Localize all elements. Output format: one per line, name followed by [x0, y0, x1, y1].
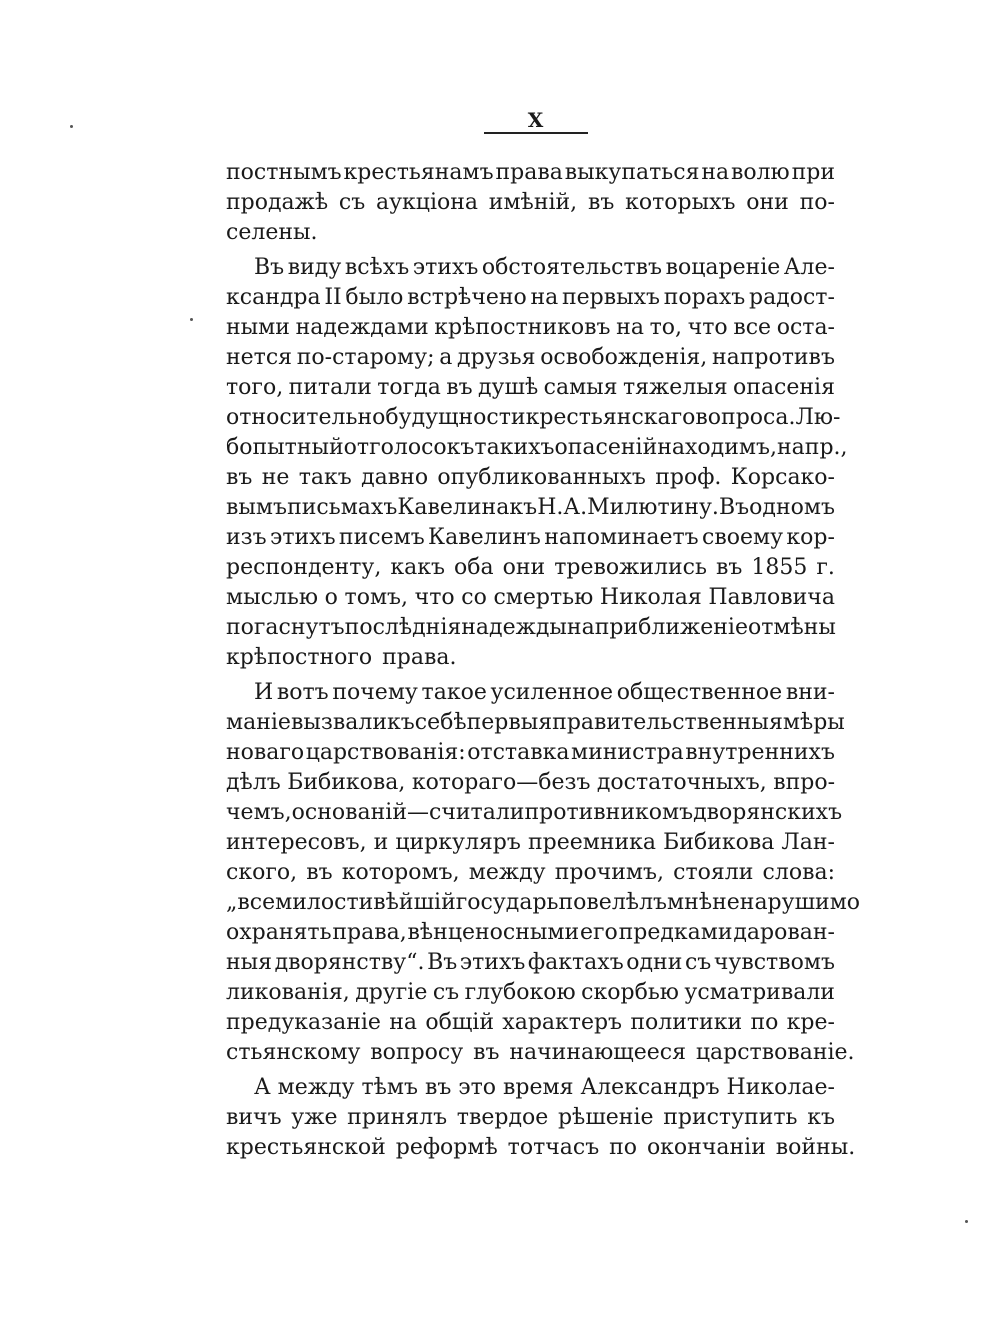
- word: друзья: [457, 345, 536, 370]
- word: Лан-: [781, 830, 835, 855]
- word: А: [254, 1075, 271, 1100]
- word: г.: [816, 555, 835, 580]
- text-line: [226, 678, 835, 708]
- text-line: [226, 1133, 856, 1163]
- word: вотъ: [276, 680, 329, 705]
- word: Павловича: [708, 585, 835, 610]
- text-line: [226, 1038, 855, 1068]
- word: между: [468, 860, 546, 885]
- word: оба: [454, 555, 494, 580]
- word: нется: [226, 345, 293, 370]
- text-line: [226, 978, 835, 1008]
- word: воцареніе: [665, 255, 781, 280]
- word: къ: [509, 495, 538, 520]
- word: все: [733, 315, 772, 340]
- word: Въ: [427, 950, 458, 975]
- word: въ: [446, 375, 473, 400]
- word: рѣшеніе: [557, 1105, 654, 1130]
- text-line: [226, 798, 843, 828]
- word: мыслью: [226, 585, 319, 610]
- word: крестьянамъ: [343, 160, 494, 185]
- word: тогда: [377, 375, 441, 400]
- word: своему: [702, 525, 784, 550]
- word: то,: [649, 315, 683, 340]
- word: мѣры: [782, 710, 845, 735]
- word: въ: [473, 1040, 500, 1065]
- word: этихъ: [412, 255, 479, 280]
- word: давно: [361, 465, 429, 490]
- word: въ: [587, 190, 615, 215]
- word: царствованіе.: [695, 1040, 855, 1065]
- text-line: [226, 828, 835, 858]
- word: что: [414, 585, 455, 610]
- word: тяжелыя: [622, 375, 728, 400]
- word: впро-: [773, 770, 835, 795]
- word: министра: [570, 740, 684, 765]
- text-line: [226, 313, 835, 343]
- text-line: [226, 463, 835, 493]
- word: права: [495, 160, 563, 185]
- word: они: [502, 555, 546, 580]
- paragraph: [226, 1073, 856, 1163]
- word: въ: [226, 465, 253, 490]
- word: стьянскому: [226, 1040, 361, 1065]
- word: вни-: [785, 680, 835, 705]
- header-rule: [484, 132, 588, 134]
- word: дѣлъ: [226, 770, 281, 795]
- word: такихъ: [474, 435, 555, 460]
- word: это: [458, 1075, 497, 1100]
- word: они: [746, 190, 789, 215]
- word: правительственныя: [552, 710, 783, 735]
- word: къ: [387, 710, 415, 735]
- word: царствованія:: [305, 740, 466, 765]
- word: государь: [455, 890, 559, 915]
- word: было: [345, 285, 404, 310]
- word: оста-: [776, 315, 835, 340]
- word: смертью: [493, 585, 594, 610]
- text-line: [226, 1073, 835, 1103]
- word: что: [687, 315, 728, 340]
- word: принялъ: [347, 1105, 448, 1130]
- word: ныя: [226, 950, 273, 975]
- word: Николая: [599, 585, 702, 610]
- word: съ: [432, 980, 460, 1005]
- word: на: [389, 1010, 418, 1035]
- word: отмѣны: [747, 615, 836, 640]
- word: крѣпостниковъ: [434, 315, 611, 340]
- word: дворянскихъ: [693, 800, 843, 825]
- word: мнѣ: [667, 890, 713, 915]
- page-number: X: [527, 108, 545, 132]
- word: ненарушимо: [712, 890, 861, 915]
- word: этихъ: [270, 525, 336, 550]
- text-line: [226, 738, 835, 768]
- body-text: [226, 158, 861, 1163]
- word: съ: [684, 950, 712, 975]
- word: по: [750, 1010, 779, 1035]
- word: одни: [626, 950, 683, 975]
- word: фактахъ: [527, 950, 624, 975]
- paragraph: [226, 158, 835, 248]
- word: на: [566, 615, 595, 640]
- word: охранять: [226, 920, 332, 945]
- word: по: [609, 1135, 638, 1160]
- word: Въ: [718, 495, 750, 520]
- word: волю: [730, 160, 790, 185]
- paragraph: [226, 253, 848, 673]
- word: въ: [424, 1075, 452, 1100]
- word: надежды: [461, 615, 567, 640]
- word: письмахъ: [287, 495, 398, 520]
- word: ликованія,: [226, 980, 350, 1005]
- word: войны.: [775, 1135, 856, 1160]
- word: А.: [563, 495, 588, 520]
- word: вѣнценосными: [407, 920, 580, 945]
- word: крестьянской: [226, 1135, 386, 1160]
- word: продажѣ: [226, 190, 329, 215]
- text-line: [226, 188, 835, 218]
- word: кре-: [786, 1010, 835, 1035]
- word: общій: [425, 1010, 494, 1035]
- text-line: [226, 1008, 835, 1038]
- text-line: [226, 768, 835, 798]
- word: респонденту,: [226, 555, 382, 580]
- text-line: [226, 553, 835, 583]
- word: опасеній: [554, 435, 658, 460]
- word: чемъ,: [226, 800, 292, 825]
- word: реформѣ: [395, 1135, 498, 1160]
- word: и: [373, 830, 389, 855]
- word: Милютину.: [587, 495, 719, 520]
- word: опубликованныхъ: [437, 465, 646, 490]
- word: Але-: [783, 255, 835, 280]
- word: отголосокъ: [343, 435, 475, 460]
- word: начинающееся: [509, 1040, 686, 1065]
- word: всѣхъ: [344, 255, 410, 280]
- word: находимъ,: [657, 435, 777, 460]
- paper-speck: [190, 318, 193, 321]
- word: Лю-: [795, 405, 841, 430]
- word: душѣ: [478, 375, 539, 400]
- word: 1855: [751, 555, 808, 580]
- word: проф.: [655, 465, 722, 490]
- word: общественное: [616, 680, 783, 705]
- word: на: [701, 160, 730, 185]
- word: права,: [332, 920, 407, 945]
- text-line: [226, 433, 848, 463]
- word: не: [261, 465, 290, 490]
- word: надеждами: [295, 315, 429, 340]
- word: а: [439, 345, 453, 370]
- word: порахъ: [663, 285, 746, 310]
- word: между: [277, 1075, 355, 1100]
- word: Николае-: [726, 1075, 835, 1100]
- word: политики: [630, 1010, 743, 1035]
- word: Кавелина: [397, 495, 510, 520]
- word: первыхъ: [561, 285, 661, 310]
- word: имѣній,: [488, 190, 578, 215]
- text-line: [226, 948, 835, 978]
- word: со: [461, 585, 487, 610]
- word: отставка: [467, 740, 570, 765]
- word: окончаніи: [646, 1135, 766, 1160]
- word: напоминаетъ: [544, 525, 699, 550]
- word: радост-: [748, 285, 835, 310]
- word: вымъ: [226, 495, 288, 520]
- text-line: [226, 253, 835, 283]
- word: слова:: [762, 860, 835, 885]
- text-line: [226, 493, 835, 523]
- word: напротивъ: [711, 345, 835, 370]
- word: на: [616, 315, 644, 340]
- text-line: [226, 218, 835, 248]
- word: самыя: [543, 375, 618, 400]
- word: ского,: [226, 860, 298, 885]
- word: „всемилостивѣйшій: [226, 890, 456, 915]
- word: Бибикова: [663, 830, 775, 855]
- word: будущности: [385, 405, 526, 430]
- word: какъ: [390, 555, 445, 580]
- word: въ: [715, 555, 743, 580]
- word: внутреннихъ: [685, 740, 835, 765]
- word: Въ: [254, 255, 285, 280]
- word: котораго—безъ: [411, 770, 591, 795]
- text-line: [226, 343, 835, 373]
- word: основаній—считали: [291, 800, 525, 825]
- word: Корсако-: [730, 465, 835, 490]
- text-line: [226, 158, 835, 188]
- word: съ: [338, 190, 366, 215]
- word: постнымъ: [226, 160, 342, 185]
- word: время: [503, 1075, 574, 1100]
- word: вопроса.: [695, 405, 796, 430]
- word: такое: [421, 680, 487, 705]
- word: которыхъ: [625, 190, 736, 215]
- word: опасенія: [733, 375, 835, 400]
- word: обстоятельствъ: [481, 255, 663, 280]
- text-line: [226, 858, 835, 888]
- word: выкупаться: [564, 160, 700, 185]
- word: крестьянскаго: [525, 405, 696, 430]
- word: по-старому;: [296, 345, 435, 370]
- text-line: [226, 583, 835, 613]
- word: приближеніе: [594, 615, 748, 640]
- word: права.: [382, 645, 457, 670]
- word: аукціона: [376, 190, 479, 215]
- word: изъ: [226, 525, 267, 550]
- word: крѣпостного: [226, 645, 373, 670]
- word: чувствомъ: [713, 950, 835, 975]
- word: глубокою: [464, 980, 576, 1005]
- word: Александръ: [580, 1075, 720, 1100]
- word: тревожились: [554, 555, 707, 580]
- word: вызвали: [290, 710, 387, 735]
- text-line: [226, 373, 835, 403]
- word: стояли: [673, 860, 754, 885]
- word: встрѣчено: [407, 285, 527, 310]
- word: ксандра: [226, 285, 321, 310]
- word: почему: [332, 680, 418, 705]
- word: другіе: [355, 980, 428, 1005]
- word: такъ: [298, 465, 352, 490]
- word: бопытный: [226, 435, 344, 460]
- word: характеръ: [502, 1010, 623, 1035]
- word: преемника: [527, 830, 657, 855]
- word: къ: [807, 1105, 835, 1130]
- word: тотчасъ: [507, 1135, 600, 1160]
- word: послѣднія: [344, 615, 462, 640]
- word: питали: [288, 375, 372, 400]
- word: маніе: [226, 710, 291, 735]
- word: предками: [618, 920, 733, 945]
- word: по-: [799, 190, 835, 215]
- paper-speck: [965, 1220, 968, 1223]
- word: дворянству“.: [274, 950, 425, 975]
- word: достаточныхъ,: [596, 770, 767, 795]
- word: циркуляръ: [395, 830, 521, 855]
- word: прочимъ,: [554, 860, 665, 885]
- word: на: [530, 285, 559, 310]
- word: Кавелинъ: [428, 525, 541, 550]
- text-line: [226, 403, 841, 433]
- word: виду: [287, 255, 342, 280]
- word: при: [791, 160, 835, 185]
- word: одномъ: [749, 495, 835, 520]
- word: томъ,: [344, 585, 409, 610]
- word: интересовъ,: [226, 830, 367, 855]
- text-line: [226, 1103, 835, 1133]
- word: уже: [291, 1105, 338, 1130]
- word: приступить: [663, 1105, 798, 1130]
- word: новаго: [226, 740, 305, 765]
- word: селены.: [226, 220, 318, 245]
- word: ными: [226, 315, 290, 340]
- word: о: [324, 585, 338, 610]
- word: его: [580, 920, 618, 945]
- paper-speck: [70, 125, 73, 128]
- word: Н.: [537, 495, 564, 520]
- word: предуказаніе: [226, 1010, 381, 1035]
- word: вичъ: [226, 1105, 282, 1130]
- text-line: [226, 613, 835, 643]
- word: погаснутъ: [226, 615, 345, 640]
- word: которомъ,: [341, 860, 460, 885]
- word: усиленное: [490, 680, 614, 705]
- word: этихъ: [459, 950, 526, 975]
- word: освобожденія,: [540, 345, 708, 370]
- word: II: [324, 285, 342, 310]
- text-line: [226, 708, 845, 738]
- word: въ: [306, 860, 333, 885]
- word: первыя: [466, 710, 553, 735]
- word: кор-: [786, 525, 835, 550]
- word: Бибикова,: [287, 770, 406, 795]
- text-line: [226, 283, 835, 313]
- word: противникомъ: [524, 800, 694, 825]
- text-line: [226, 643, 835, 673]
- word: твердое: [456, 1105, 549, 1130]
- word: скорбью: [581, 980, 679, 1005]
- word: напр.,: [777, 435, 848, 460]
- text-line: [226, 888, 861, 918]
- word: И: [254, 680, 274, 705]
- paragraph: [226, 678, 861, 1068]
- word: вопросу: [370, 1040, 464, 1065]
- word: того,: [226, 375, 284, 400]
- text-line: [226, 523, 835, 553]
- text-line: [226, 918, 835, 948]
- word: себѣ: [414, 710, 467, 735]
- word: относительно: [226, 405, 386, 430]
- word: дарован-: [733, 920, 835, 945]
- word: повелѣлъ: [558, 890, 668, 915]
- word: тѣмъ: [361, 1075, 418, 1100]
- word: писемъ: [338, 525, 425, 550]
- word: усматривали: [684, 980, 835, 1005]
